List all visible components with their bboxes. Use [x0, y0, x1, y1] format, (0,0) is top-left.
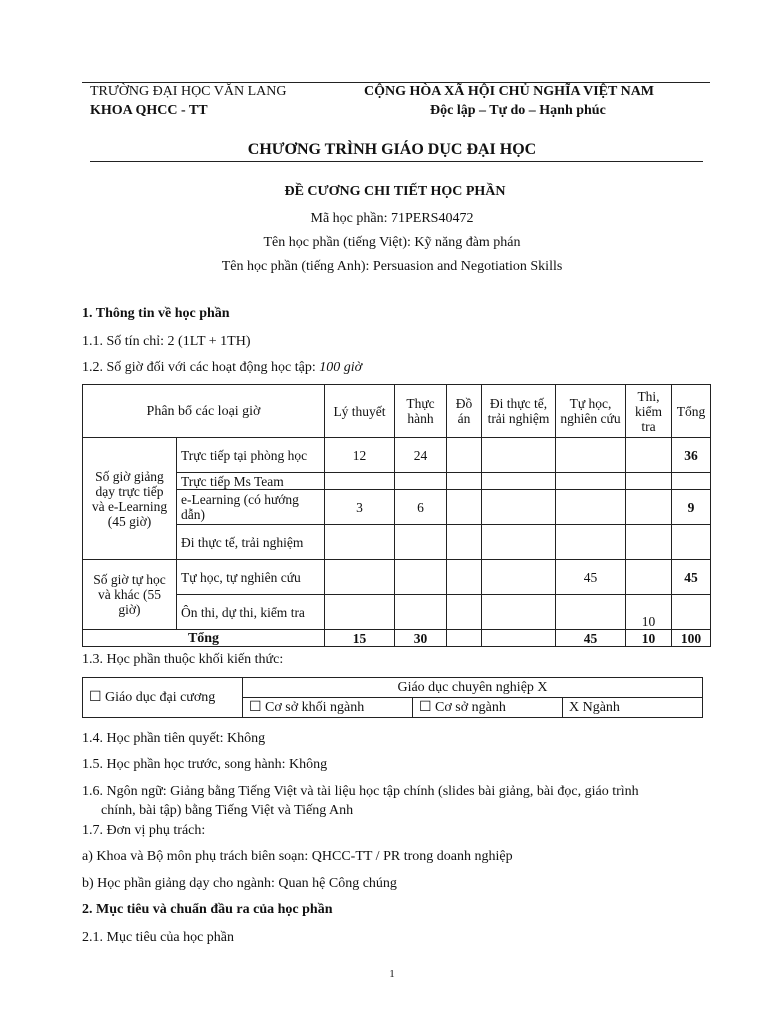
- cell-exam: [626, 525, 672, 560]
- course-name-vi: Tên học phần (tiếng Việt): Kỹ năng đàm phán: [263, 235, 521, 250]
- knowledge-table: [82, 677, 703, 718]
- cell-field: [482, 473, 556, 490]
- knowledge-professional: Giáo dục chuyên nghiệp X: [243, 678, 703, 698]
- prior-course-line: 1.5. Học phần học trước, song hành: Không: [82, 757, 328, 772]
- cell-project: [447, 490, 482, 525]
- table-row: [83, 525, 711, 560]
- cell-project: [447, 560, 482, 595]
- cell-exam: [626, 473, 672, 490]
- total-total: 100: [672, 630, 711, 647]
- table-row: [83, 438, 711, 473]
- cell-field: [482, 595, 556, 630]
- row-label: Trực tiếp Ms Team: [177, 473, 325, 490]
- header-top-rule: [82, 82, 710, 83]
- knowledge-general: ☐ Giáo dục đại cương: [83, 678, 243, 718]
- table-row: [83, 490, 711, 525]
- total-project: [447, 630, 482, 647]
- national-motto: Độc lập – Tự do – Hạnh phúc: [430, 103, 606, 118]
- program-title: CHƯƠNG TRÌNH GIÁO DỤC ĐẠI HỌC: [247, 141, 537, 158]
- cell-project: [447, 595, 482, 630]
- knowledge-base-block: ☐ Cơ sở khối ngành: [243, 698, 413, 718]
- cell-self: [556, 595, 626, 630]
- cell-practice: 24: [395, 438, 447, 473]
- country-name: CỘNG HÒA XÃ HỘI CHỦ NGHĨA VIỆT NAM: [364, 84, 655, 99]
- cell-self: [556, 473, 626, 490]
- school-name: TRƯỜNG ĐẠI HỌC VĂN LANG: [90, 84, 287, 99]
- table-row: [83, 473, 711, 490]
- table-total-row: [83, 630, 711, 647]
- th-exam: Thi, kiểm tra: [626, 385, 672, 438]
- group-teaching: Số giờ giảng dạy trực tiếp và e-Learning (45 giờ): [83, 438, 177, 560]
- section-2-1-line: 2.1. Mục tiêu của học phần: [82, 930, 235, 945]
- cell-project: [447, 473, 482, 490]
- page-number: 1: [389, 968, 395, 980]
- total-practice: 30: [395, 630, 447, 647]
- cell-theory: 3: [325, 490, 395, 525]
- cell-self: 45: [556, 560, 626, 595]
- th-project: Đồ án: [447, 385, 482, 438]
- faculty-name: KHOA QHCC - TT: [90, 103, 208, 118]
- cell-total: [672, 595, 711, 630]
- th-practice: Thực hành: [395, 385, 447, 438]
- title-rule: [90, 161, 703, 162]
- th-total: Tổng: [672, 385, 711, 438]
- th-self: Tự học, nghiên cứu: [556, 385, 626, 438]
- hours-line-value: 100 giờ: [319, 360, 363, 375]
- cell-theory: 12: [325, 438, 395, 473]
- hours-table: [82, 384, 711, 647]
- section-2-heading: 2. Mục tiêu và chuẩn đầu ra của học phần: [82, 902, 333, 917]
- table-row: [83, 560, 711, 595]
- total-exam: 10: [626, 630, 672, 647]
- cell-self: [556, 525, 626, 560]
- unit-line: 1.7. Đơn vị phụ trách:: [82, 823, 206, 838]
- th-alloc: Phân bổ các loại giờ: [83, 385, 325, 438]
- total-field: [482, 630, 556, 647]
- cell-exam: [626, 560, 672, 595]
- credits-line: 1.1. Số tín chỉ: 2 (1LT + 1TH): [82, 334, 251, 349]
- cell-practice: [395, 560, 447, 595]
- cell-field: [482, 438, 556, 473]
- cell-field: [482, 560, 556, 595]
- cell-total: 9: [672, 490, 711, 525]
- cell-theory: [325, 525, 395, 560]
- syllabus-title: ĐỀ CƯƠNG CHI TIẾT HỌC PHẦN: [284, 184, 506, 199]
- th-theory: Lý thuyết: [325, 385, 395, 438]
- knowledge-block-line: 1.3. Học phần thuộc khối kiến thức:: [82, 652, 284, 667]
- cell-theory: [325, 595, 395, 630]
- cell-self: [556, 490, 626, 525]
- cell-practice: [395, 595, 447, 630]
- cell-practice: [395, 525, 447, 560]
- row-label: Ôn thi, dự thi, kiểm tra: [177, 595, 325, 630]
- unit-b-line: b) Học phần giảng dạy cho ngành: Quan hệ Công chúng: [82, 876, 397, 891]
- cell-exam: [626, 490, 672, 525]
- knowledge-base-major: ☐ Cơ sở ngành: [413, 698, 563, 718]
- section-1-heading: 1. Thông tin về học phần: [82, 306, 230, 321]
- course-name-en: Tên học phần (tiếng Anh): Persuasion and Negotiation Skills: [221, 259, 563, 274]
- unit-a-line: a) Khoa và Bộ môn phụ trách biên soạn: QHCC-TT / PR trong doanh nghiệp: [82, 849, 513, 864]
- cell-practice: [395, 473, 447, 490]
- row-label: Đi thực tế, trải nghiệm: [177, 525, 325, 560]
- hours-line: [82, 360, 362, 376]
- cell-exam: 10: [626, 595, 672, 630]
- cell-total: 45: [672, 560, 711, 595]
- cell-self: [556, 438, 626, 473]
- cell-project: [447, 438, 482, 473]
- cell-total: [672, 473, 711, 490]
- th-field: Đi thực tế, trải nghiệm: [482, 385, 556, 438]
- cell-field: [482, 525, 556, 560]
- language-line-1: 1.6. Ngôn ngữ: Giảng bằng Tiếng Việt và tài liệu học tập chính (slides bài giảng, bài đọc, giáo trình: [82, 784, 639, 799]
- cell-exam: [626, 438, 672, 473]
- row-label: Tự học, tự nghiên cứu: [177, 560, 325, 595]
- knowledge-major: X Ngành: [563, 698, 703, 718]
- group-self-study: Số giờ tự học và khác (55 giờ): [83, 560, 177, 630]
- cell-total: 36: [672, 438, 711, 473]
- cell-field: [482, 490, 556, 525]
- course-code: Mã học phần: 71PERS40472: [310, 211, 474, 226]
- row-label: Trực tiếp tại phòng học: [177, 438, 325, 473]
- total-self: 45: [556, 630, 626, 647]
- cell-total: [672, 525, 711, 560]
- total-label: Tổng: [83, 630, 325, 647]
- prerequisite-line: 1.4. Học phần tiên quyết: Không: [82, 731, 266, 746]
- hours-line-label: 1.2. Số giờ đối với các hoạt động học tập:: [82, 360, 320, 375]
- table-row: [83, 595, 711, 630]
- cell-theory: [325, 560, 395, 595]
- cell-theory: [325, 473, 395, 490]
- cell-project: [447, 525, 482, 560]
- total-theory: 15: [325, 630, 395, 647]
- language-line-2: chính, bài tập) bằng Tiếng Việt và Tiếng Anh: [101, 803, 354, 818]
- cell-practice: 6: [395, 490, 447, 525]
- row-label: e-Learning (có hướng dẫn): [177, 490, 325, 525]
